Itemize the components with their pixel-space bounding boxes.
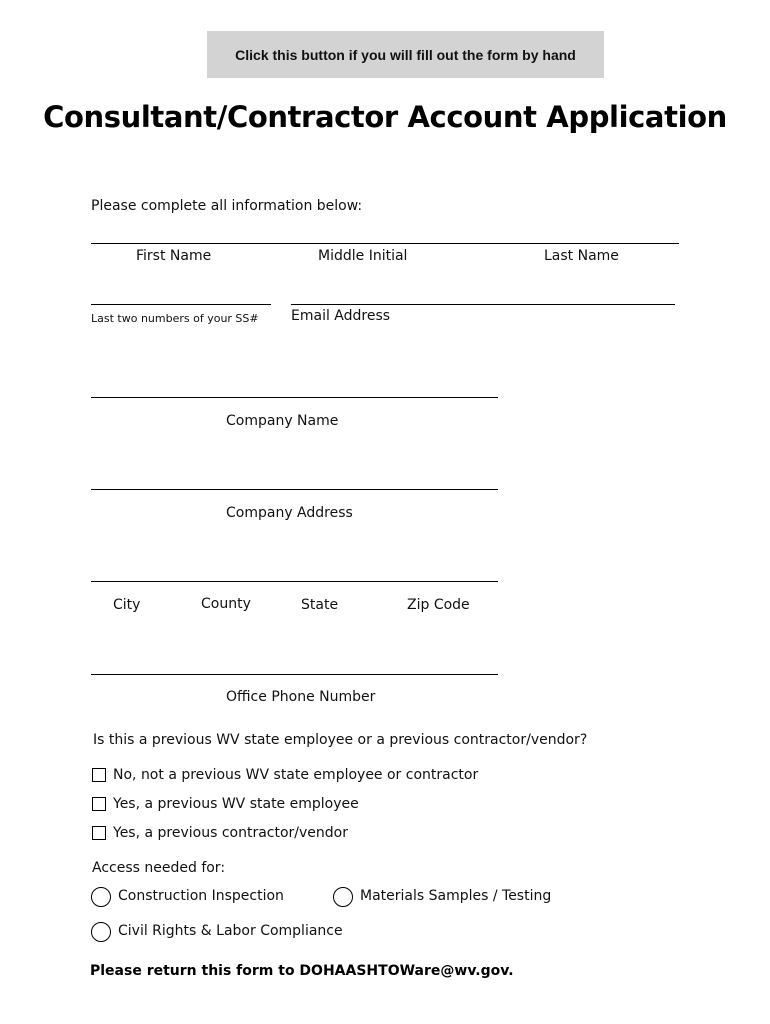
office-phone-field[interactable] (91, 656, 498, 675)
middle-initial-label: Middle Initial (318, 248, 408, 264)
access-needed-label: Access needed for: (92, 860, 226, 876)
ssn-last-two-label: Last two numbers of your SS# (91, 312, 259, 325)
company-name-field[interactable] (91, 379, 498, 398)
previous-none-checkbox[interactable] (92, 768, 106, 782)
office-phone-label: Office Phone Number (226, 689, 376, 705)
previous-none-label: No, not a previous WV state employee or contractor (113, 767, 479, 783)
materials-testing-radio[interactable] (333, 887, 353, 907)
zip-code-label: Zip Code (407, 597, 470, 613)
city-label: City (113, 597, 141, 613)
state-label: State (301, 597, 339, 613)
return-instructions: Please return this form to DOHAASHTOWare@wv.gov. (90, 963, 514, 979)
email-field[interactable] (291, 286, 675, 305)
name-input-line[interactable] (91, 225, 679, 244)
email-label: Email Address (291, 308, 391, 324)
ssn-last-two-field[interactable] (91, 286, 271, 305)
first-name-label: First Name (136, 248, 212, 264)
civil-rights-label: Civil Rights & Labor Compliance (118, 923, 343, 939)
construction-inspection-radio[interactable] (91, 887, 111, 907)
previous-contractor-checkbox[interactable] (92, 826, 106, 840)
civil-rights-radio[interactable] (91, 922, 111, 942)
fill-by-hand-button[interactable]: Click this button if you will fill out the form by hand (207, 31, 604, 78)
page-title: Consultant/Contractor Account Application (43, 100, 727, 134)
company-address-field[interactable] (91, 471, 498, 490)
previous-state-employee-checkbox[interactable] (92, 797, 106, 811)
company-address-label: Company Address (226, 505, 353, 521)
previous-state-employee-label: Yes, a previous WV state employee (113, 796, 359, 812)
materials-testing-label: Materials Samples / Testing (360, 888, 552, 904)
county-label: County (201, 596, 251, 612)
city-county-state-zip-field[interactable] (91, 563, 498, 582)
previous-contractor-label: Yes, a previous contractor/vendor (113, 825, 348, 841)
construction-inspection-label: Construction Inspection (118, 888, 284, 904)
previous-employee-question: Is this a previous WV state employee or a previous contractor/vendor? (93, 732, 588, 748)
company-name-label: Company Name (226, 413, 339, 429)
last-name-label: Last Name (544, 248, 619, 264)
form-intro: Please complete all information below: (91, 198, 363, 214)
